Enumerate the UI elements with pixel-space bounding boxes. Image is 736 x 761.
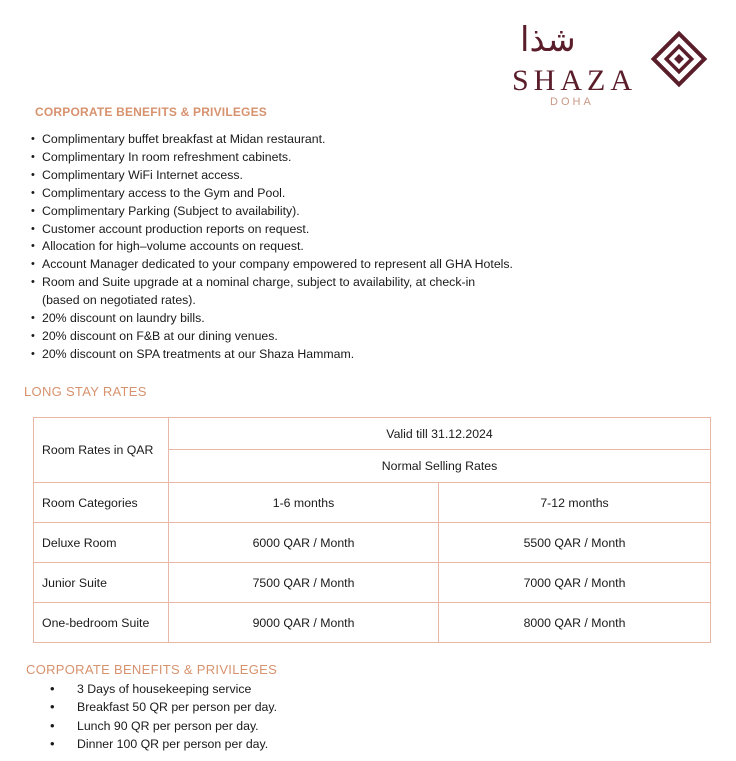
long-stay-heading: LONG STAY RATES [24,384,147,399]
rate-1-6-cell: 7500 QAR / Month [169,563,439,603]
col-1-6-months-header: 1-6 months [169,483,439,523]
rate-1-6-cell: 6000 QAR / Month [169,523,439,563]
benefits-list [30,131,513,364]
room-categories-header: Room Categories [34,483,169,523]
room-name-cell: Junior Suite [34,563,169,603]
list-item: • Account Manager dedicated to your company empowered to represent all GHA Hotels. [30,256,513,274]
list-item: • Complimentary Parking (Subject to availability). [30,203,513,221]
list-item: • Customer account production reports on request. [30,221,513,239]
col-7-12-months-header: 7-12 months [439,483,711,523]
benefits2-list [26,680,277,754]
list-item: • 3 Days of housekeeping service [26,680,277,698]
list-item: • Breakfast 50 QR per person per day. [26,698,277,716]
room-name-cell: One-bedroom Suite [34,603,169,643]
long-stay-rates-table [33,417,711,643]
list-item: • Complimentary In room refreshment cabinets. [30,149,513,167]
valid-till-cell: Valid till 31.12.2024 [169,418,711,450]
list-item: • Complimentary WiFi Internet access. [30,167,513,185]
logo-wordmark: SHAZA [512,64,638,97]
list-item: • Lunch 90 QR per person per day. [26,717,277,735]
list-item: • 20% discount on laundry bills. [30,310,513,328]
logo-city: DOHA [550,96,594,108]
rate-7-12-cell: 7000 QAR / Month [439,563,711,603]
shaza-logo [506,18,718,113]
rates-label-cell: Room Rates in QAR [34,418,169,483]
rate-7-12-cell: 5500 QAR / Month [439,523,711,563]
logo-arabic-text: شذا [520,20,576,60]
benefits2-heading: CORPORATE BENEFITS & PRIVILEGES [26,662,278,677]
list-item: • Complimentary access to the Gym and Pool. [30,185,513,203]
list-item: • Room and Suite upgrade at a nominal charge, subject to availability, at check-in (based on negotiated rates). [30,274,512,310]
list-item: • 20% discount on F&B at our dining venues. [30,328,513,346]
list-item: • Complimentary buffet breakfast at Midan restaurant. [30,131,513,149]
room-name-cell: Deluxe Room [34,523,169,563]
logo-diamond-icon [646,26,712,92]
list-item: • Allocation for high–volume accounts on request. [30,238,513,256]
rate-1-6-cell: 9000 QAR / Month [169,603,439,643]
rate-7-12-cell: 8000 QAR / Month [439,603,711,643]
normal-rates-cell: Normal Selling Rates [169,450,711,483]
list-item: • Dinner 100 QR per person per day. [26,735,277,753]
benefits-heading: CORPORATE BENEFITS & PRIVILEGES [35,105,268,119]
list-item: • 20% discount on SPA treatments at our Shaza Hammam. [30,346,513,364]
